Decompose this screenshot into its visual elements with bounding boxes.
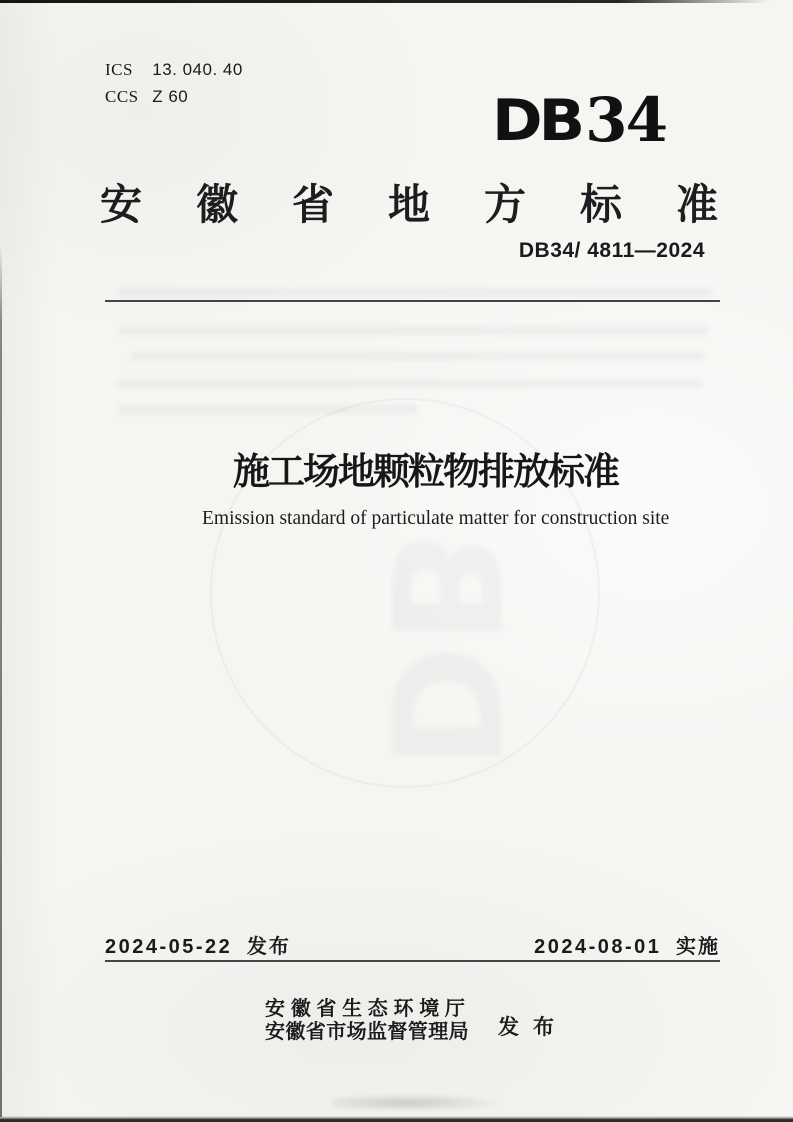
bleedthrough-smudge [118, 379, 703, 388]
bleedthrough-smudge [118, 405, 418, 414]
ics-code-line [105, 60, 243, 80]
publisher-line-1: 安徽省生态环境厅 [265, 998, 471, 1020]
bleedthrough-smudge [118, 288, 713, 297]
ccs-label: CCS [105, 87, 139, 106]
scan-edge-left [0, 245, 2, 1117]
db-bleedthrough-watermark: DB [356, 530, 530, 770]
issue-date: 2024-05-22 [105, 936, 233, 958]
issue-label: 发布 [246, 936, 291, 958]
standard-type-heading: 安徽省地方标准 [100, 181, 773, 228]
document-title-zh: 施工场地颗粒物排放标准 [233, 451, 618, 492]
bleedthrough-smudge [118, 326, 708, 335]
ccs-code-line [105, 87, 188, 107]
implement-date-line [534, 930, 720, 959]
ics-label: ICS [105, 60, 133, 79]
ccs-value: Z 60 [152, 87, 189, 106]
implement-date: 2024-08-01 [534, 936, 662, 958]
ics-value: 13. 040. 40 [152, 60, 243, 79]
implement-label: 实施 [676, 936, 720, 958]
issue-date-line [105, 930, 291, 959]
db34-logo-number: 34 [585, 85, 667, 156]
paper-crease-shadow [332, 1094, 507, 1110]
header-divider-rule [105, 300, 720, 302]
standard-code: DB34/ 4811—2024 [518, 239, 705, 262]
document-title-en: Emission standard of particulate matter for construction site [202, 508, 670, 529]
publisher-line-2: 安徽省市场监督管理局 [265, 1021, 469, 1043]
bleedthrough-smudge [130, 352, 705, 361]
date-row [105, 930, 720, 959]
scan-edge-top [0, 0, 793, 3]
publisher-block [265, 998, 471, 1044]
db34-logo [492, 85, 667, 156]
db34-logo-prefix: DB [492, 87, 582, 154]
footer-divider-rule [105, 960, 720, 962]
publish-action-label: 发布 [498, 1016, 568, 1039]
scan-edge-bottom [0, 1116, 793, 1122]
